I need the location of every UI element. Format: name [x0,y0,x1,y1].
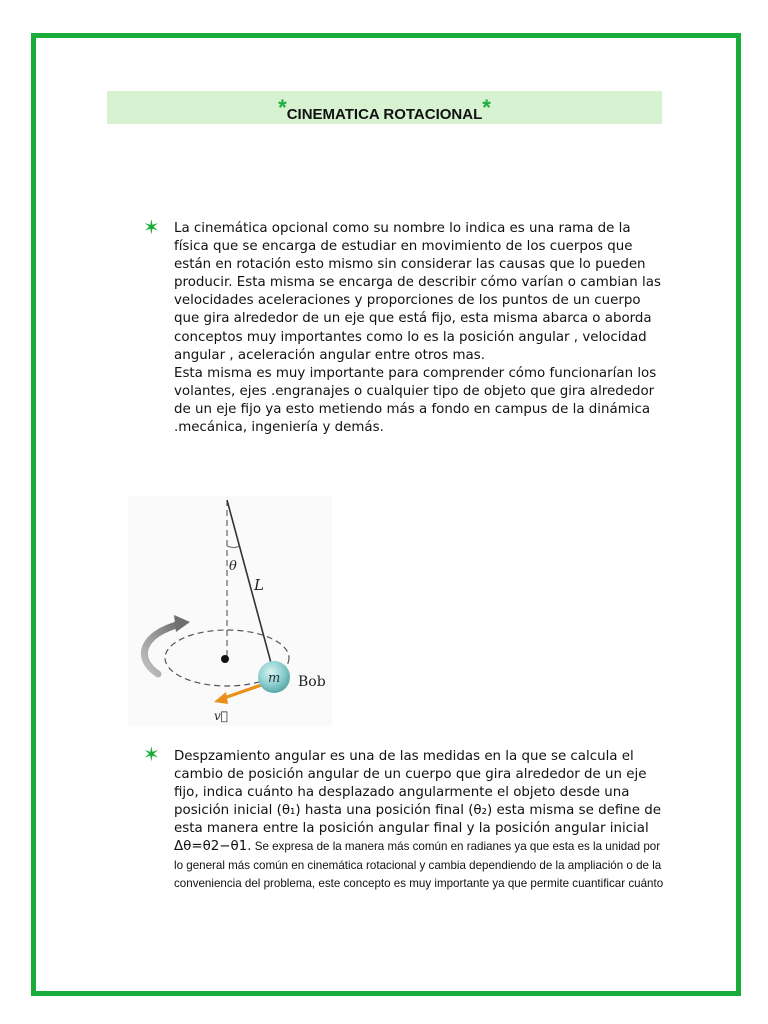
title-banner [107,91,662,124]
section2-text [174,748,666,893]
section1-text [174,220,666,437]
title-star-right-icon: * [482,95,491,120]
section2-main-text: Despzamiento angular es una de las medidas en la que se calcula el cambio de posición angular de un cuerpo que gira alrededor de un eje fijo, indica cuánto ha desplazado angularmente el objeto desde una posición inicial (θ₁) hasta una posición final (θ₂) esta misma se define de esta manera entre la posición angular final y la posición angular inicial Δθ=θ2−θ1. [174,749,661,855]
mass-label: m [268,671,281,686]
length-label: L [254,576,264,594]
bullet-star-icon: ✶ [143,215,160,239]
center-point [221,655,229,663]
conical-pendulum-figure [128,496,332,726]
section2-small-text: Se expresa de la manera más común en radianes ya que esta es la unidad por lo general más común en cinemática rotacional y cambia dependiendo de la ampliación o de la conveniencia del problema, este concepto es muy importante ya que permite cuantificar cuánto [174,840,664,890]
title-text: CINEMATICA ROTACIONAL [286,106,483,123]
theta-label: θ [229,559,237,574]
section1-paragraph1: La cinemática opcional como su nombre lo indica es una rama de la física que se encarga de estudiar en movimiento de los cuerpos que están en rotación esto mismo sin considerar las causas que lo pueden producir. Esta misma se encarga de describir cómo varían o cambian las velocidades aceleraciones y proporciones de los puntos de un cuerpo que gira alrededor de un eje que está fijo, esta misma abarca o aborda conceptos muy importantes como lo es la posición angular , velocidad angular , aceleración angular entre otros mas. [174,221,661,363]
section1-paragraph2: Esta misma es muy importante para comprender cómo funcionarían los volantes, ejes .engranajes o cualquier tipo de objeto que gira alrededor de un eje fijo ya esto metiendo más a fondo en campus de la dinámica .mecánica, ingeniería y demás. [174,365,657,436]
title-star-left-icon: * [278,95,287,120]
page-title [278,95,491,123]
figure-background [128,496,332,726]
bob-label: Bob [298,674,326,690]
bullet-star-icon: ✶ [143,742,160,766]
velocity-label: v⃗ [214,709,228,723]
